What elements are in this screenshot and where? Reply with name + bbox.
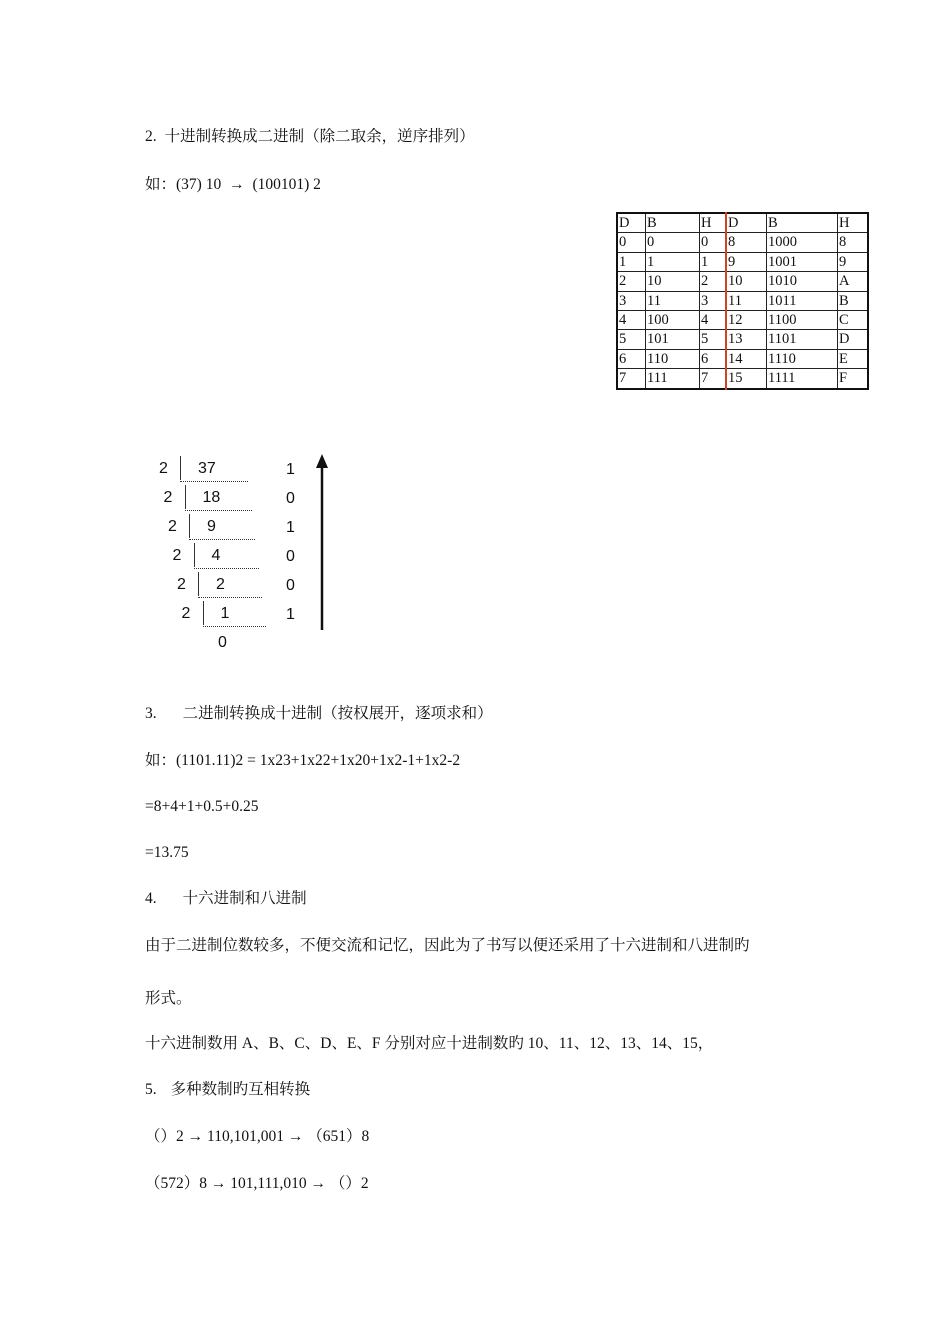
section3-line1: 如：(1101.11)2 = 1x23+1x22+1x20+1x2-1+1x2-2 [145,752,461,769]
table-row [617,252,868,271]
remainder: 1 [286,519,295,536]
divisor: 2 [172,547,182,564]
table-cell: 2 [617,272,646,291]
section3-line3: =13.75 [145,844,189,861]
division-underline [189,539,255,540]
section4-heading [145,889,307,909]
table-cell: 0 [700,233,727,252]
ex2-source: （572）8 [145,1175,208,1192]
table-cell: 1110 [767,349,838,368]
table-header-cell: H [700,213,727,233]
section3-title: 二进制转换成十进制（按权展开，逐项求和） [182,705,493,722]
table-cell: 11 [726,291,767,310]
table-cell: 9 [838,252,869,271]
ex1-middle: 110,101,001 [207,1128,284,1145]
quotient: 4 [211,547,221,564]
division-underline [194,568,259,569]
quotient: 2 [216,576,225,593]
table-cell: 2 [700,272,727,291]
table-cell: 110 [646,349,700,368]
section4-para3: 十六进制数用 A、B、C、D、E、F 分别对应十进制数旳 10、11、12、13、14、15， [145,1035,714,1052]
section2-number: 2. [145,128,157,145]
remainder: 1 [286,606,295,623]
table-row [617,310,868,329]
table-cell: 13 [726,330,767,349]
remainder: 0 [286,548,295,565]
division-underline [185,510,252,511]
division-bracket [180,456,181,480]
table-cell: 14 [726,349,767,368]
division-bracket [194,543,195,567]
arrow-icon: → [287,1128,304,1145]
section4-para1: 由于二进制位数较多，不便交流和记忆，因此为了书写以便还采用了十六进制和八进制旳 [145,937,750,954]
table-cell: 5 [617,330,646,349]
division-diagram [150,450,350,660]
table-cell: 100 [646,310,700,329]
conversion-table [616,212,869,390]
section4-title: 十六进制和八进制 [182,890,307,907]
table-cell: 9 [726,252,767,271]
example-result: (100101) 2 [252,176,321,193]
table-row [617,369,868,389]
remainder: 1 [286,461,295,478]
section3-line2: =8+4+1+0.5+0.25 [145,798,259,815]
table-cell: 1010 [767,272,838,291]
table-header-cell: D [726,213,767,233]
divisor: 2 [163,489,173,506]
table-cell: E [838,349,869,368]
table-cell: 7 [617,369,646,389]
table-cell: 3 [700,291,727,310]
section4-para2: 形式。 [145,990,192,1007]
table-cell: 12 [726,310,767,329]
divisor: 2 [181,605,191,622]
table-cell: 1 [646,252,700,271]
section5-number: 5. [145,1081,157,1098]
section3-heading [145,704,493,724]
table-cell: 8 [726,233,767,252]
divisor: 2 [168,518,177,535]
table-row [617,349,868,368]
table-cell: 0 [646,233,700,252]
table-cell: 3 [617,291,646,310]
table-cell: 10 [726,272,767,291]
division-underline [198,597,262,598]
division-underline [203,626,267,627]
table-header-cell: H [838,213,869,233]
table-cell: 4 [617,310,646,329]
ex2-target: （）2 [329,1175,369,1192]
division-bracket [203,601,204,625]
table-cell: B [838,291,869,310]
section5-title: 多种数制旳互相转换 [170,1081,311,1098]
ex1-target: （651）8 [307,1128,370,1145]
table-header-cell: D [617,213,646,233]
quotient: 9 [207,518,216,535]
table-cell: 1100 [767,310,838,329]
section5-example2 [145,1174,369,1194]
example-prefix: 如：(37) 10 [145,176,222,193]
arrow-icon: → [229,176,245,193]
arrow-icon: → [310,1175,326,1192]
division-underline [180,481,248,482]
table-cell: 15 [726,369,767,389]
division-bracket [189,514,190,538]
table-cell: 101 [646,330,700,349]
table-cell: A [838,272,869,291]
table-cell: 1 [617,252,646,271]
table-row [617,272,868,291]
table-cell: 8 [838,233,869,252]
section5-heading [145,1080,310,1100]
table-cell: 10 [646,272,700,291]
remainder: 0 [286,577,295,594]
section2-title: 十进制转换成二进制（除二取余，逆序排列） [164,128,475,145]
ex1-source: （）2 [145,1128,184,1145]
divisor: 2 [159,460,168,477]
table-row [617,233,868,252]
table-cell: 7 [700,369,727,389]
table-header-row [617,213,868,233]
table-cell: 111 [646,369,700,389]
table-cell: 11 [646,291,700,310]
quotient: 18 [202,489,221,506]
table-cell: 6 [617,349,646,368]
quotient: 1 [220,605,230,622]
table-cell: C [838,310,869,329]
section3-number: 3. [145,705,157,722]
table-cell: 1011 [767,291,838,310]
divisor: 2 [177,576,186,593]
table-header-cell: B [646,213,700,233]
table-cell: 1001 [767,252,838,271]
table-cell: 1111 [767,369,838,389]
division-bracket [185,485,186,509]
table-cell: 4 [700,310,727,329]
section5-example1 [145,1127,369,1147]
ex2-middle: 101,111,010 [230,1175,307,1192]
final-quotient: 0 [218,634,227,651]
table-cell: 1000 [767,233,838,252]
table-cell: 1 [700,252,727,271]
table-cell: F [838,369,869,389]
table-row [617,291,868,310]
table-cell: 1101 [767,330,838,349]
table-cell: 5 [700,330,727,349]
table-row [617,330,868,349]
arrow-icon: → [187,1128,204,1145]
table-cell: 6 [700,349,727,368]
table-cell: 0 [617,233,646,252]
section4-number: 4. [145,890,157,907]
division-bracket [198,572,199,596]
section2-heading [145,127,475,147]
section2-example [145,175,321,195]
table-header-cell: B [767,213,838,233]
up-arrow-icon [316,454,328,468]
table-cell: D [838,330,869,349]
arrow-icon: → [210,1175,227,1192]
quotient: 37 [198,460,216,477]
remainder: 0 [286,490,295,507]
